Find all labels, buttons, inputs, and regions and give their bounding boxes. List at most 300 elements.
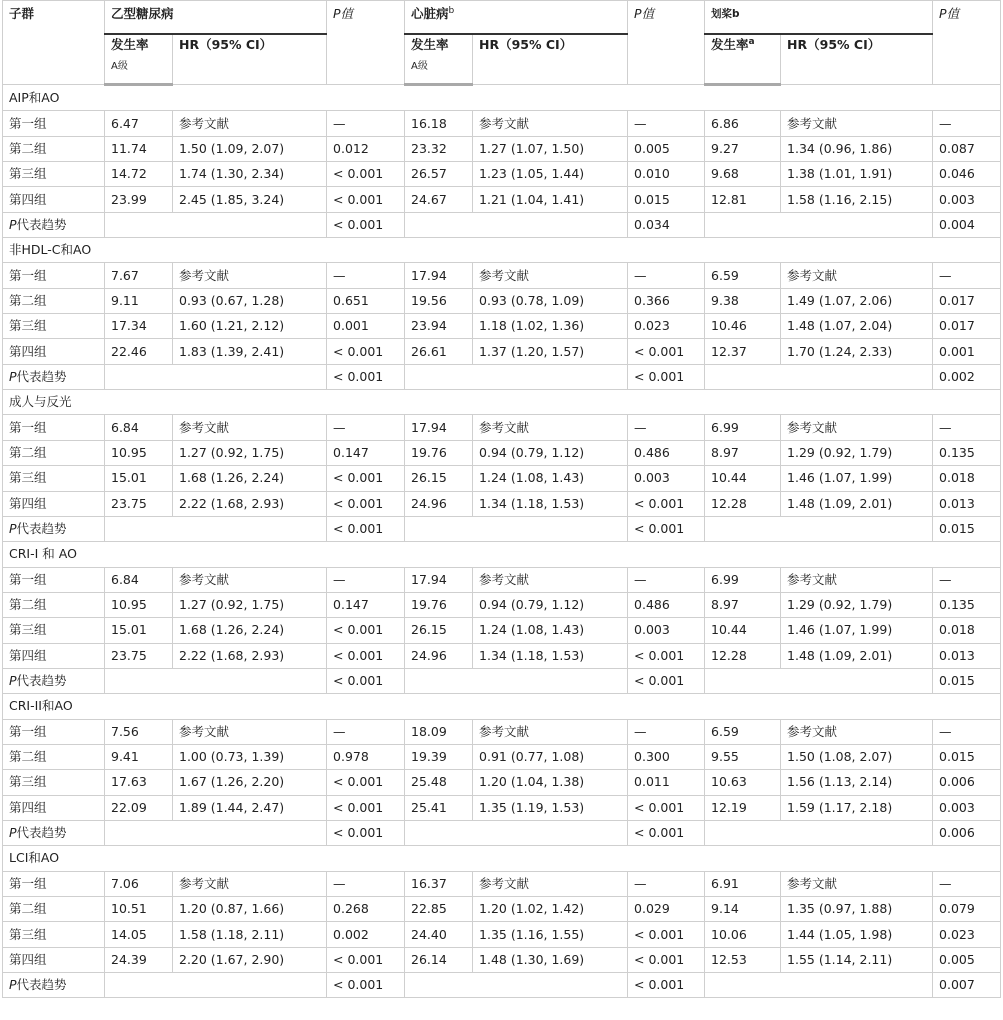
table-cell: 24.96	[405, 643, 473, 668]
table-cell: < 0.001	[628, 491, 705, 516]
table-cell: —	[933, 719, 1001, 744]
table-cell: 0.046	[933, 162, 1001, 187]
trend-p-value: < 0.001	[327, 364, 405, 389]
table-cell: 1.89 (1.44, 2.47)	[173, 795, 327, 820]
trend-label	[3, 820, 105, 845]
table-cell: —	[933, 567, 1001, 592]
table-cell: 14.72	[105, 162, 173, 187]
section-title: CRI-II和AO	[3, 694, 1001, 719]
table-cell: —	[327, 719, 405, 744]
header-p-value-3: P值	[933, 1, 1001, 85]
table-cell: 26.57	[405, 162, 473, 187]
table-cell: —	[628, 415, 705, 440]
table-row	[3, 415, 1001, 440]
empty-cell	[105, 820, 327, 845]
table-cell: 0.003	[933, 187, 1001, 212]
table-cell: 6.84	[105, 567, 173, 592]
table-cell: < 0.001	[327, 795, 405, 820]
trend-row	[3, 364, 1001, 389]
table-cell: 0.486	[628, 592, 705, 617]
section-title: 成人与反光	[3, 390, 1001, 415]
empty-cell	[405, 212, 628, 237]
trend-row	[3, 668, 1001, 693]
table-cell: 参考文献	[173, 415, 327, 440]
table-cell: —	[628, 567, 705, 592]
table-cell: 1.74 (1.30, 2.34)	[173, 162, 327, 187]
table-row	[3, 288, 1001, 313]
table-cell: 0.135	[933, 592, 1001, 617]
table-cell: 8.97	[705, 592, 781, 617]
table-cell: 0.011	[628, 770, 705, 795]
table-cell: 9.38	[705, 288, 781, 313]
results-table	[2, 0, 1001, 998]
table-cell: 1.48 (1.07, 2.04)	[781, 314, 933, 339]
table-cell: 参考文献	[781, 871, 933, 896]
table-cell: 7.67	[105, 263, 173, 288]
trend-label-text: 代表趋势	[16, 825, 67, 841]
table-row	[3, 162, 1001, 187]
table-cell: —	[933, 111, 1001, 136]
table-cell: 参考文献	[173, 263, 327, 288]
header-hr-1: HR（95% CI）	[173, 34, 327, 85]
table-cell: 26.14	[405, 947, 473, 972]
table-row	[3, 491, 1001, 516]
trend-p-value: < 0.001	[628, 820, 705, 845]
table-cell: 1.58 (1.18, 2.11)	[173, 922, 327, 947]
table-cell: 1.48 (1.09, 2.01)	[781, 643, 933, 668]
table-cell: 0.087	[933, 136, 1001, 161]
table-cell: 1.46 (1.07, 1.99)	[781, 618, 933, 643]
table-cell: 12.37	[705, 339, 781, 364]
header-hr-2: HR（95% CI）	[473, 34, 628, 85]
table-cell: 1.35 (1.19, 1.53)	[473, 795, 628, 820]
table-cell: < 0.001	[327, 618, 405, 643]
table-cell: 23.99	[105, 187, 173, 212]
trend-p-value: 0.007	[933, 973, 1001, 998]
trend-p-letter: P	[9, 216, 17, 232]
trend-label-text: 代表趋势	[16, 368, 67, 384]
table-row	[3, 922, 1001, 947]
table-cell: 9.68	[705, 162, 781, 187]
table-cell: 23.75	[105, 643, 173, 668]
header-p-value-2: P值	[628, 1, 705, 85]
trend-p-value: 0.034	[628, 212, 705, 237]
table-cell: < 0.001	[327, 770, 405, 795]
table-cell: 参考文献	[781, 415, 933, 440]
header-note-blank-3	[705, 57, 781, 85]
table-cell: 1.23 (1.05, 1.44)	[473, 162, 628, 187]
table-cell: 18.09	[405, 719, 473, 744]
table-cell: 1.49 (1.07, 2.06)	[781, 288, 933, 313]
empty-cell	[405, 668, 628, 693]
table-cell: 第一组	[3, 263, 105, 288]
table-cell: 0.006	[933, 770, 1001, 795]
trend-p-value: < 0.001	[628, 516, 705, 541]
table-cell: 12.19	[705, 795, 781, 820]
table-cell: 19.39	[405, 744, 473, 769]
table-cell: 0.018	[933, 466, 1001, 491]
header-incidence-2: 发生率	[405, 34, 473, 57]
table-cell: 26.15	[405, 466, 473, 491]
table-cell: 0.147	[327, 440, 405, 465]
table-cell: 16.37	[405, 871, 473, 896]
section-title: LCI和AO	[3, 846, 1001, 871]
empty-cell	[405, 516, 628, 541]
table-cell: < 0.001	[327, 187, 405, 212]
table-cell: 26.15	[405, 618, 473, 643]
table-cell: 参考文献	[781, 111, 933, 136]
table-cell: 19.76	[405, 440, 473, 465]
trend-p-letter: P	[9, 825, 17, 841]
header-subgroup: 子群	[3, 1, 105, 85]
empty-cell	[705, 212, 933, 237]
table-cell: 第三组	[3, 770, 105, 795]
table-cell: 1.24 (1.08, 1.43)	[473, 618, 628, 643]
header-heart-disease: 心脏病$^b$	[405, 1, 628, 35]
trend-label-text: 代表趋势	[16, 216, 67, 232]
table-cell: 15.01	[105, 618, 173, 643]
table-cell: 16.18	[405, 111, 473, 136]
table-cell: —	[628, 111, 705, 136]
table-cell: 0.003	[628, 466, 705, 491]
table-row	[3, 795, 1001, 820]
table-cell: 9.14	[705, 897, 781, 922]
table-cell: 10.06	[705, 922, 781, 947]
table-row	[3, 897, 1001, 922]
table-cell: 9.41	[105, 744, 173, 769]
table-cell: —	[933, 415, 1001, 440]
trend-label-text: 代表趋势	[16, 673, 67, 689]
table-cell: 24.96	[405, 491, 473, 516]
table-cell: 0.003	[628, 618, 705, 643]
table-cell: 0.91 (0.77, 1.08)	[473, 744, 628, 769]
table-cell: 1.68 (1.26, 2.24)	[173, 618, 327, 643]
table-cell: 0.94 (0.79, 1.12)	[473, 592, 628, 617]
table-cell: 参考文献	[473, 111, 628, 136]
table-cell: 第四组	[3, 795, 105, 820]
empty-cell	[705, 668, 933, 693]
table-cell: 1.38 (1.01, 1.91)	[781, 162, 933, 187]
table-cell: 参考文献	[173, 871, 327, 896]
table-cell: 17.94	[405, 263, 473, 288]
table-cell: —	[628, 719, 705, 744]
table-cell: 1.24 (1.08, 1.43)	[473, 466, 628, 491]
table-cell: 1.59 (1.17, 2.18)	[781, 795, 933, 820]
table-cell: 0.003	[933, 795, 1001, 820]
table-cell: 10.51	[105, 897, 173, 922]
table-cell: 6.84	[105, 415, 173, 440]
table-cell: 0.300	[628, 744, 705, 769]
trend-row	[3, 820, 1001, 845]
table-cell: 12.28	[705, 491, 781, 516]
empty-cell	[705, 364, 933, 389]
table-cell: < 0.001	[628, 947, 705, 972]
trend-p-letter: P	[9, 977, 17, 993]
table-cell: 12.81	[705, 187, 781, 212]
section-header-row	[3, 85, 1001, 111]
table-cell: 0.93 (0.78, 1.09)	[473, 288, 628, 313]
table-cell: 第四组	[3, 947, 105, 972]
table-cell: 17.94	[405, 415, 473, 440]
trend-label	[3, 364, 105, 389]
table-cell: 26.61	[405, 339, 473, 364]
table-cell: 24.39	[105, 947, 173, 972]
section-header-row	[3, 542, 1001, 567]
results-table-container	[2, 0, 1002, 998]
header-hr-3: HR（95% CI）	[781, 34, 933, 85]
table-cell: 0.079	[933, 897, 1001, 922]
header-note-a-1: A级	[105, 57, 173, 85]
trend-p-value: < 0.001	[327, 516, 405, 541]
table-cell: 第一组	[3, 567, 105, 592]
table-cell: 第二组	[3, 897, 105, 922]
table-cell: 10.44	[705, 618, 781, 643]
trend-label	[3, 212, 105, 237]
table-cell: 10.95	[105, 592, 173, 617]
header-p-value-1: P值	[327, 1, 405, 85]
table-cell: 9.27	[705, 136, 781, 161]
table-cell: 0.013	[933, 643, 1001, 668]
table-cell: 参考文献	[473, 567, 628, 592]
empty-cell	[405, 364, 628, 389]
table-cell: 0.001	[327, 314, 405, 339]
table-cell: 参考文献	[473, 263, 628, 288]
table-row	[3, 770, 1001, 795]
table-cell: 2.45 (1.85, 3.24)	[173, 187, 327, 212]
table-cell: 19.56	[405, 288, 473, 313]
table-cell: 1.34 (0.96, 1.86)	[781, 136, 933, 161]
table-cell: 参考文献	[173, 111, 327, 136]
table-cell: 6.47	[105, 111, 173, 136]
table-cell: 0.015	[628, 187, 705, 212]
table-cell: 25.48	[405, 770, 473, 795]
table-cell: 0.005	[933, 947, 1001, 972]
table-cell: 12.28	[705, 643, 781, 668]
table-cell: 1.37 (1.20, 1.57)	[473, 339, 628, 364]
table-cell: 0.94 (0.79, 1.12)	[473, 440, 628, 465]
table-cell: 9.11	[105, 288, 173, 313]
table-cell: < 0.001	[327, 643, 405, 668]
table-cell: 0.017	[933, 288, 1001, 313]
table-cell: 19.76	[405, 592, 473, 617]
table-cell: 1.34 (1.18, 1.53)	[473, 643, 628, 668]
trend-p-value: < 0.001	[628, 668, 705, 693]
table-cell: 1.34 (1.18, 1.53)	[473, 491, 628, 516]
table-cell: —	[327, 567, 405, 592]
section-header-row	[3, 390, 1001, 415]
table-cell: < 0.001	[628, 795, 705, 820]
trend-p-value: 0.002	[933, 364, 1001, 389]
table-cell: 23.32	[405, 136, 473, 161]
table-cell: 0.93 (0.67, 1.28)	[173, 288, 327, 313]
table-cell: 0.012	[327, 136, 405, 161]
table-cell: 0.005	[628, 136, 705, 161]
table-body	[3, 85, 1001, 998]
table-cell: 1.60 (1.21, 2.12)	[173, 314, 327, 339]
table-cell: 第三组	[3, 162, 105, 187]
table-cell: 10.44	[705, 466, 781, 491]
table-cell: 1.48 (1.30, 1.69)	[473, 947, 628, 972]
table-cell: < 0.001	[327, 339, 405, 364]
table-cell: 第二组	[3, 592, 105, 617]
table-cell: 参考文献	[173, 719, 327, 744]
table-cell: 6.99	[705, 415, 781, 440]
trend-label-text: 代表趋势	[16, 977, 67, 993]
table-cell: 1.58 (1.16, 2.15)	[781, 187, 933, 212]
table-row	[3, 111, 1001, 136]
empty-cell	[405, 820, 628, 845]
trend-p-value: < 0.001	[327, 973, 405, 998]
trend-p-letter: P	[9, 368, 17, 384]
table-cell: 0.268	[327, 897, 405, 922]
table-cell: 1.67 (1.26, 2.20)	[173, 770, 327, 795]
table-cell: 第二组	[3, 744, 105, 769]
empty-cell	[705, 973, 933, 998]
table-cell: 0.486	[628, 440, 705, 465]
table-cell: 0.023	[628, 314, 705, 339]
table-cell: 0.001	[933, 339, 1001, 364]
table-cell: 0.135	[933, 440, 1001, 465]
table-cell: 22.46	[105, 339, 173, 364]
header-note-a-2: A级	[405, 57, 473, 85]
table-cell: 17.63	[105, 770, 173, 795]
trend-label-text: 代表趋势	[16, 521, 67, 537]
table-cell: —	[628, 871, 705, 896]
table-cell: 参考文献	[473, 415, 628, 440]
section-title: 非HDL-C和AO	[3, 238, 1001, 263]
table-cell: 第四组	[3, 339, 105, 364]
table-cell: 第一组	[3, 871, 105, 896]
table-cell: 1.18 (1.02, 1.36)	[473, 314, 628, 339]
table-cell: 2.22 (1.68, 2.93)	[173, 643, 327, 668]
table-cell: 1.35 (0.97, 1.88)	[781, 897, 933, 922]
table-cell: 1.46 (1.07, 1.99)	[781, 466, 933, 491]
header-stroke: 划桨b	[705, 1, 933, 35]
empty-cell	[105, 668, 327, 693]
trend-p-value: < 0.001	[628, 364, 705, 389]
empty-cell	[105, 516, 327, 541]
table-cell: 25.41	[405, 795, 473, 820]
table-cell: 第三组	[3, 922, 105, 947]
table-cell: 0.018	[933, 618, 1001, 643]
trend-p-value: 0.015	[933, 668, 1001, 693]
table-cell: 1.29 (0.92, 1.79)	[781, 592, 933, 617]
table-cell: 1.35 (1.16, 1.55)	[473, 922, 628, 947]
table-row	[3, 643, 1001, 668]
table-cell: 7.56	[105, 719, 173, 744]
section-header-row	[3, 694, 1001, 719]
table-cell: 0.017	[933, 314, 1001, 339]
table-cell: 1.20 (0.87, 1.66)	[173, 897, 327, 922]
trend-label	[3, 973, 105, 998]
table-cell: 0.002	[327, 922, 405, 947]
table-cell: 6.59	[705, 263, 781, 288]
table-cell: —	[327, 263, 405, 288]
table-cell: 2.20 (1.67, 2.90)	[173, 947, 327, 972]
table-cell: 1.50 (1.09, 2.07)	[173, 136, 327, 161]
table-cell: 第二组	[3, 288, 105, 313]
table-row	[3, 592, 1001, 617]
header-incidence-1: 发生率	[105, 34, 173, 57]
table-cell: 1.55 (1.14, 2.11)	[781, 947, 933, 972]
table-cell: 1.00 (0.73, 1.39)	[173, 744, 327, 769]
table-cell: 1.27 (0.92, 1.75)	[173, 440, 327, 465]
table-cell: < 0.001	[628, 339, 705, 364]
table-cell: 6.86	[705, 111, 781, 136]
table-cell: 1.83 (1.39, 2.41)	[173, 339, 327, 364]
table-cell: —	[327, 415, 405, 440]
table-row	[3, 136, 1001, 161]
table-cell: 0.013	[933, 491, 1001, 516]
table-cell: 第四组	[3, 187, 105, 212]
table-cell: 参考文献	[173, 567, 327, 592]
table-header	[3, 1, 1001, 85]
section-title: CRI-I 和 AO	[3, 542, 1001, 567]
table-cell: 1.44 (1.05, 1.98)	[781, 922, 933, 947]
table-cell: < 0.001	[327, 162, 405, 187]
trend-p-value: < 0.001	[628, 973, 705, 998]
table-cell: 0.978	[327, 744, 405, 769]
table-row	[3, 187, 1001, 212]
table-cell: 1.50 (1.08, 2.07)	[781, 744, 933, 769]
table-cell: 第三组	[3, 618, 105, 643]
table-cell: 参考文献	[473, 719, 628, 744]
table-cell: 0.029	[628, 897, 705, 922]
trend-p-value: 0.015	[933, 516, 1001, 541]
table-cell: 1.27 (0.92, 1.75)	[173, 592, 327, 617]
table-cell: —	[933, 871, 1001, 896]
empty-cell	[705, 516, 933, 541]
table-cell: 1.27 (1.07, 1.50)	[473, 136, 628, 161]
trend-p-value: < 0.001	[327, 820, 405, 845]
table-cell: 12.53	[705, 947, 781, 972]
section-header-row	[3, 238, 1001, 263]
trend-label	[3, 668, 105, 693]
table-cell: 0.651	[327, 288, 405, 313]
table-cell: 24.40	[405, 922, 473, 947]
trend-row	[3, 212, 1001, 237]
section-title: AIP和AO	[3, 85, 1001, 111]
table-cell: 1.48 (1.09, 2.01)	[781, 491, 933, 516]
trend-p-value: < 0.001	[327, 212, 405, 237]
table-cell: 第二组	[3, 136, 105, 161]
table-cell: 1.20 (1.04, 1.38)	[473, 770, 628, 795]
table-cell: 6.91	[705, 871, 781, 896]
table-cell: 0.023	[933, 922, 1001, 947]
table-cell: 参考文献	[781, 263, 933, 288]
table-row	[3, 440, 1001, 465]
trend-p-value: 0.006	[933, 820, 1001, 845]
table-cell: 1.70 (1.24, 2.33)	[781, 339, 933, 364]
empty-cell	[105, 212, 327, 237]
table-cell: 6.59	[705, 719, 781, 744]
table-cell: —	[327, 111, 405, 136]
table-row	[3, 339, 1001, 364]
empty-cell	[105, 973, 327, 998]
table-row	[3, 871, 1001, 896]
table-cell: —	[327, 871, 405, 896]
table-cell: 0.015	[933, 744, 1001, 769]
table-row	[3, 719, 1001, 744]
trend-p-letter: P	[9, 521, 17, 537]
table-cell: 23.94	[405, 314, 473, 339]
table-cell: 22.09	[105, 795, 173, 820]
table-cell: 10.63	[705, 770, 781, 795]
table-cell: 17.94	[405, 567, 473, 592]
empty-cell	[105, 364, 327, 389]
table-cell: 9.55	[705, 744, 781, 769]
table-cell: 1.56 (1.13, 2.14)	[781, 770, 933, 795]
